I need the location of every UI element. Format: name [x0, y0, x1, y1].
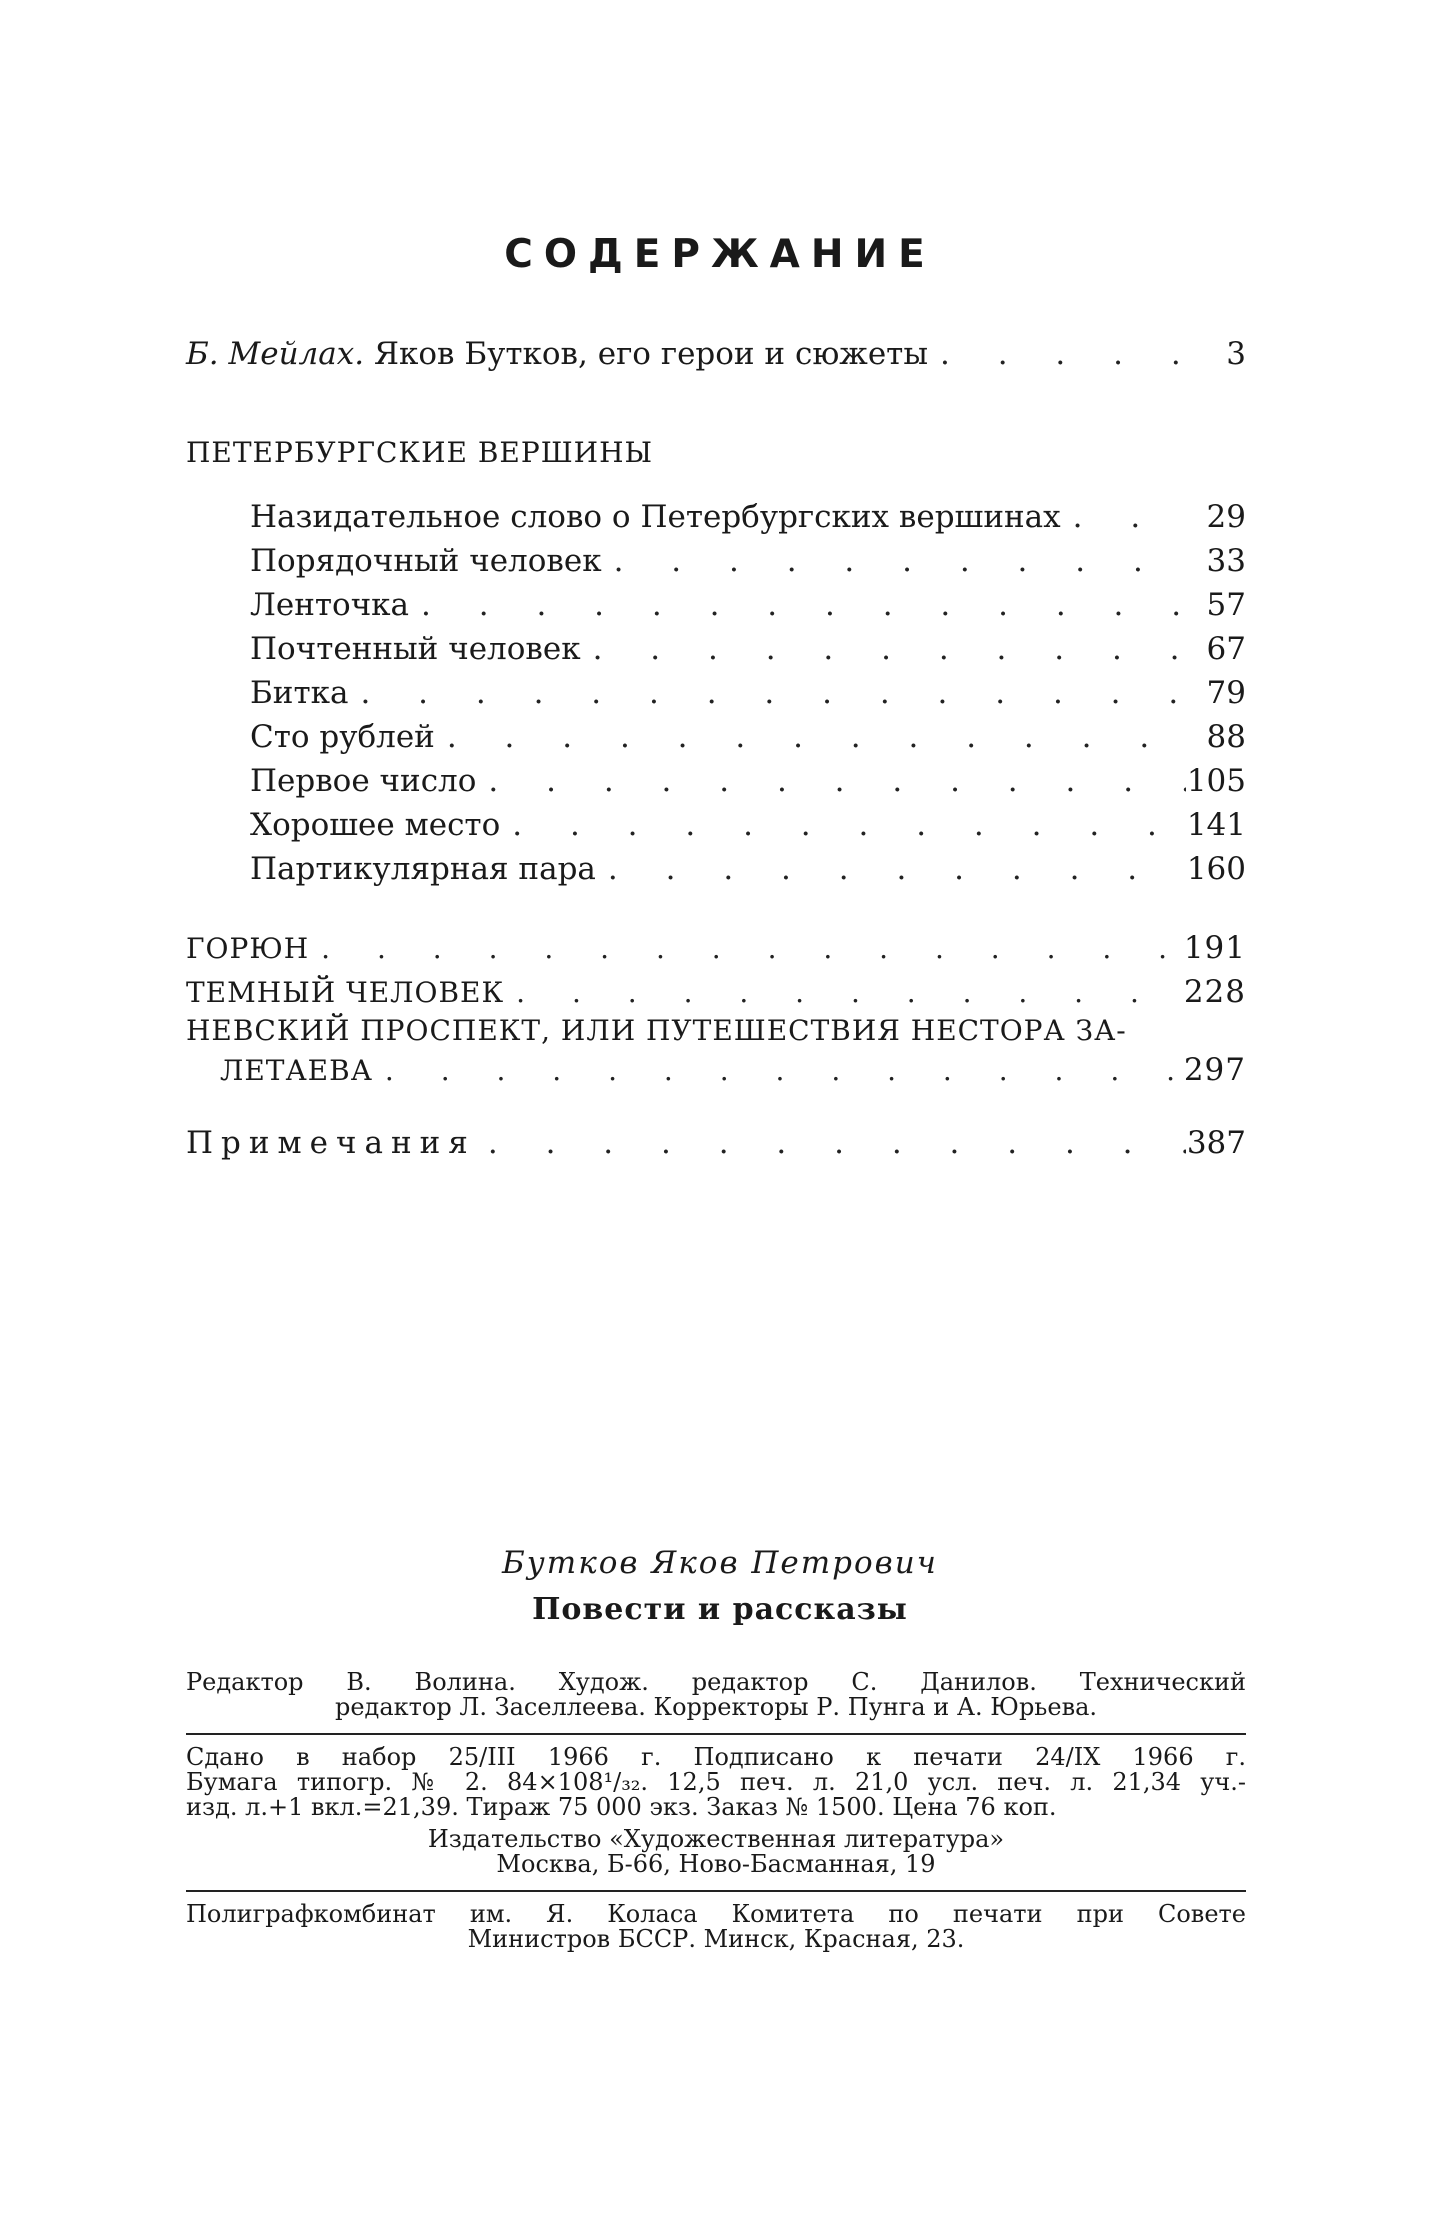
entry-title: ГОРЮН: [186, 932, 310, 965]
imprint-book-title: Повести и рассказы: [532, 1592, 908, 1627]
entry-title: Ленточка: [250, 587, 410, 623]
intro-author: Б. Мейлах.: [186, 336, 365, 372]
page-number: 57: [1206, 587, 1246, 623]
page-number: 228: [1183, 974, 1246, 1010]
imprint-print-line1: Сдано в набор 25/III 1966 г. Подписано к печати 24/IX 1966 г.: [186, 1743, 1246, 1771]
leader-dots: [435, 717, 1186, 757]
imprint-printer-line1: Полиграфкомбинат им. Я. Коласа Комитета по печати при Совете: [186, 1900, 1246, 1928]
leader-dots: [581, 629, 1186, 669]
imprint-print-line2: Бумага типогр. № 2. 84×108¹/₃₂. 12,5 печ. л. 21,0 усл. печ. л. 21,34 уч.-: [186, 1768, 1246, 1796]
entry-title: Первое число: [250, 763, 477, 799]
leader-dots: [1061, 497, 1186, 537]
page-number: 79: [1206, 675, 1246, 711]
toc-entry: [250, 717, 1246, 757]
intro-title: Яков Бутков, его герои и сюжеты: [373, 336, 928, 372]
divider: [186, 1890, 1246, 1892]
toc-entry: [250, 585, 1246, 625]
page-number: 33: [1206, 543, 1246, 579]
page-number: 88: [1206, 719, 1246, 755]
imprint-editors-line2: редактор Л. Заселлеева. Корректоры Р. Пунга и А. Юрьева.: [334, 1693, 1098, 1721]
imprint-publisher-line2: Москва, Б-66, Ново-Басманная, 19: [496, 1850, 936, 1878]
toc-entry: [250, 805, 1246, 845]
leader-dots: [373, 1051, 1184, 1091]
entry-title: Партикулярная пара: [250, 851, 596, 887]
page-number: 191: [1183, 930, 1246, 966]
divider: [186, 1733, 1246, 1735]
toc-entry: [250, 541, 1246, 581]
page-number: 387: [1186, 1125, 1246, 1161]
leader-dots: [928, 334, 1186, 374]
page-number: 29: [1206, 499, 1246, 535]
imprint-print-line3: изд. л.+1 вкл.=21,39. Тираж 75 000 экз. Заказ № 1500. Цена 76 коп.: [186, 1793, 1057, 1821]
toc-entry: [186, 972, 1246, 1013]
entry-title: Почтенный человек: [250, 631, 581, 667]
page-number: 3: [1226, 336, 1246, 372]
imprint-publisher-line1: Издательство «Художественная литература»: [427, 1825, 1005, 1853]
leader-dots: [476, 1123, 1186, 1163]
entry-title: Назидательное слово о Петербургских вершинах: [250, 499, 1061, 535]
toc-entry: [186, 928, 1246, 969]
toc-entry: [250, 761, 1246, 801]
toc-entry: [250, 497, 1246, 537]
toc-entry: [220, 1050, 1246, 1091]
leader-dots: [348, 673, 1186, 713]
leader-dots: [504, 973, 1184, 1013]
entry-title: Хорошее место: [250, 807, 501, 843]
entry-title: Битка: [250, 675, 349, 711]
page-number: 67: [1206, 631, 1246, 667]
entry-title-continuation: ЛЕТАЕВА: [220, 1054, 373, 1087]
entry-title: ТЕМНЫЙ ЧЕЛОВЕК: [186, 976, 505, 1009]
leader-dots: [602, 541, 1186, 581]
page-number: 160: [1186, 851, 1246, 887]
imprint-printer-line2: Министров БССР. Минск, Красная, 23.: [467, 1925, 965, 1953]
toc-entry: [250, 849, 1246, 889]
toc-entry: [250, 673, 1246, 713]
section-heading: ПЕТЕРБУРГСКИЕ ВЕРШИНЫ: [186, 436, 654, 469]
page-number: 105: [1186, 763, 1246, 799]
toc-entry-intro: [186, 334, 1246, 374]
leader-dots: [309, 929, 1184, 969]
toc-entry-notes: [186, 1123, 1246, 1163]
leader-dots: [596, 849, 1186, 889]
leader-dots: [500, 805, 1186, 845]
leader-dots: [476, 761, 1186, 801]
entry-title: Примечания: [186, 1125, 476, 1161]
entry-title: Порядочный человек: [250, 543, 602, 579]
entry-title: Сто рублей: [250, 719, 435, 755]
page-title: СОДЕРЖАНИЕ: [504, 232, 936, 277]
leader-dots: [409, 585, 1186, 625]
imprint-editors-line1: Редактор В. Волина. Худож. редактор С. Данилов. Технический: [186, 1668, 1246, 1696]
imprint-author: Бутков Яков Петрович: [502, 1545, 938, 1581]
page-number: 141: [1186, 807, 1246, 843]
page-number: 297: [1183, 1052, 1246, 1088]
entry-title: НЕВСКИЙ ПРОСПЕКТ, ИЛИ ПУТЕШЕСТВИЯ НЕСТОРА ЗА-: [186, 1014, 1127, 1047]
toc-entry: [250, 629, 1246, 669]
